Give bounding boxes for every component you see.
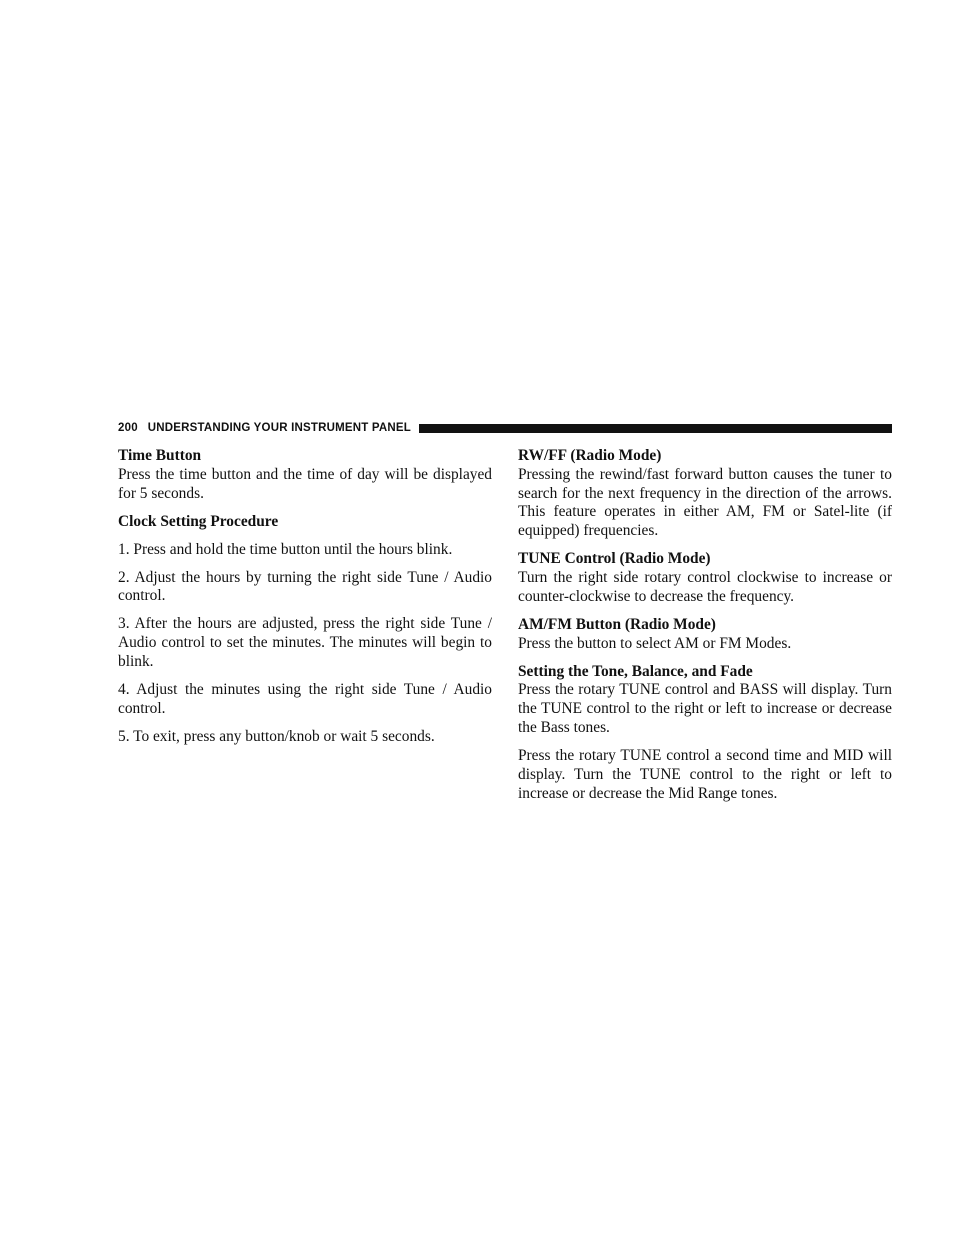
tone-heading: Setting the Tone, Balance, and Fade [518,662,753,680]
tune-control-section [518,550,892,606]
right-column [518,447,892,812]
rwff-body: Pressing the rewind/fast forward button causes the tuner to search for the next frequency in the direction of the arrows. This feature operates in either AM, FM or Satel-lite (if equipped) frequencies. [518,465,892,540]
page-number: 200 [118,422,138,434]
amfm-section [518,616,892,654]
clock-step-1: 1. Press and hold the time button until the hours blink. [118,540,453,558]
rwff-section [518,447,892,541]
clock-step-2: 2. Adjust the hours by turning the right side Tune / Audio control. [118,568,492,605]
clock-setting-heading: Clock Setting Procedure [118,512,279,530]
clock-step-4: 4. Adjust the minutes using the right side Tune / Audio control. [118,680,492,717]
time-button-heading: Time Button [118,447,202,464]
tune-control-body: Turn the right side rotary control clockwise to increase or counter-clockwise to decrease the frequency. [518,568,892,605]
amfm-heading: AM/FM Button (Radio Mode) [518,615,716,633]
clock-step-3: 3. After the hours are adjusted, press the right side Tune / Audio control to set the minutes. The minutes will begin to blink. [118,615,492,670]
tune-control-heading: TUNE Control (Radio Mode) [518,550,711,568]
running-title: UNDERSTANDING YOUR INSTRUMENT PANEL [147,422,411,434]
clock-setting-section [118,513,492,532]
tone-section [518,663,892,738]
tone-body-2: Press the rotary TUNE control a second time and MID will display. Turn the TUNE control to the right or left to increase or decrease the Mid Range tones. [518,746,892,802]
amfm-body: Press the button to select AM or FM Modes. [518,634,792,652]
tone-body: Press the rotary TUNE control and BASS will display. Turn the TUNE control to the right or left to increase or decrease the Bass tones. [518,681,892,736]
time-button-section [118,447,492,503]
left-column [118,447,492,756]
page-header [118,419,892,437]
rwff-heading: RW/FF (Radio Mode) [518,447,662,464]
time-button-body: Press the time button and the time of day will be displayed for 5 seconds. [118,465,492,502]
clock-step-5: 5. To exit, press any button/knob or wait 5 seconds. [118,727,435,745]
header-rule [419,424,892,433]
